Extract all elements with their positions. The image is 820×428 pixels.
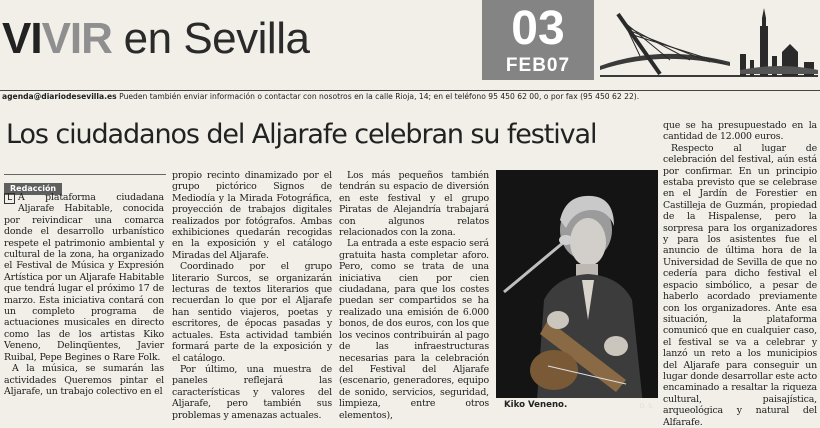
article-column-2: [172, 170, 332, 420]
photo-caption: Kiko Veneno.: [504, 400, 568, 410]
article-column-1: [4, 192, 164, 420]
paragraph: que se ha presupuestado en la cantidad de 12.000 euros.: [663, 120, 817, 143]
drop-cap: L: [4, 193, 15, 204]
paragraph: Los más pequeños también tendrán su espacio de diversión en este festival y el grupo Piratas de Alejandría trabajará con algunos relatos relacionados con la zona.: [339, 170, 489, 239]
section-title: [2, 14, 309, 64]
paragraph: Coordinado por el grupo literario Surcos, se organizarán lecturas de textos literarios que recuerdan lo que por el Aljarafe han sentido viajeros, poetas y escritores, de épocas pasadas y actuales. Esta actividad también formará parte de la exposición y el catálogo.: [172, 261, 332, 364]
contact-email: agenda@diariodesevilla.es: [2, 92, 117, 101]
masthead: [0, 0, 820, 90]
contact-text: Pueden también enviar información o contactar con nosotros en la calle Rioja, 14; en el teléfono 95 450 62 00, o por fax (95 450 62 22).: [116, 92, 640, 101]
singer-photo-illustration: [496, 170, 658, 414]
paragraph: Respecto al lugar de celebración del festival, aún está por confirmar. En un principio estaba previsto que se celebrase en el Jardín de Forestier en Castilleja de Guzmán, propiedad de la Hispalense, pero la sorpresa para los organizadores y para los asistentes fue el anuncio de última hora de la Universidad de Sevilla de que no cedería para dicho festival el espacio simbólico, a pesar de haberlo acordado previamente con los organizadores. Ante esa situación, la plataforma comunicó que en cualquier caso, el festival se va a celebrar y lanzó un reto a los municipios del Aljarafe para conseguir un lugar donde desarrollar este acto encaminado a resaltar la riqueza cultural, paisajística, arqueológica y natural del Alfarafe.: [663, 142, 817, 428]
paragraph: A la música, se sumarán las actividades Queremos pintar el Aljarafe, un trabajo colectivo en el: [4, 363, 164, 397]
seville-skyline-icon: [600, 4, 818, 84]
article-headline: Los ciudadanos del Aljarafe celebran su festival: [6, 119, 597, 150]
date-box: [482, 0, 594, 80]
date-month-year: FEB07: [505, 55, 571, 76]
article-column-3: [339, 170, 489, 420]
contact-strip: [0, 90, 820, 102]
photo-credit: D. S.: [639, 403, 654, 410]
article-column-4: [663, 120, 817, 428]
paragraph: La entrada a este espacio será gratuita hasta completar aforo. Pero, como se trata de una iniciativa cien por cien ciudadana, para que los costes puedan ser compartidos se ha realizado una emisión de 6.000 bonos, de dos euros, con los que los vecinos contribuirán al pago de las infraestructuras necesarias para la celebración del Festival del Aljarafe (escenario, generadores, equipo de sonido, servicios, seguridad, limpieza, entre otros elementos),: [339, 238, 489, 421]
byline-author: Redacción: [4, 183, 62, 195]
section-title-en-sevilla: en Sevilla: [111, 14, 310, 63]
section-title-vi: VI: [2, 14, 42, 63]
section-title-vir: VIR: [41, 14, 112, 63]
paragraph: Por último, una muestra de paneles reflejará las características y valores del Aljarafe, pero también sus problemas y amenazas actuales.: [172, 363, 332, 421]
byline: [4, 174, 166, 193]
paragraph-text: A plataforma ciudadana Aljarafe Habitable, conocida por reivindicar una comarca donde el desarrollo urbanístico respete el patrimonio ambiental y cultural de la zona, ha organizado el Festival de Música y Expresión Artística por un Aljarafe Habitable que tendrá lugar el próximo 17 de marzo. Esta iniciativa contará con un completo programa de actuaciones musicales en directo como las de los artistas Kiko Veneno, Delinqüentes, Javier Ruibal, Pepe Begines o Rare Folk.: [4, 192, 164, 363]
paragraph: propio recinto dinamizado por el grupo pictórico Signos de Mediodía y la Mirada Fotográfica, proyección de trabajos digitales realizados por fotógrafos. Ambas exhibiciones quedarán recogidas en la exposición y el catálogo Miradas del Aljarafe.: [172, 170, 332, 261]
article-photo: [496, 170, 658, 414]
paragraph: [4, 192, 164, 363]
date-day: 03: [511, 2, 565, 55]
